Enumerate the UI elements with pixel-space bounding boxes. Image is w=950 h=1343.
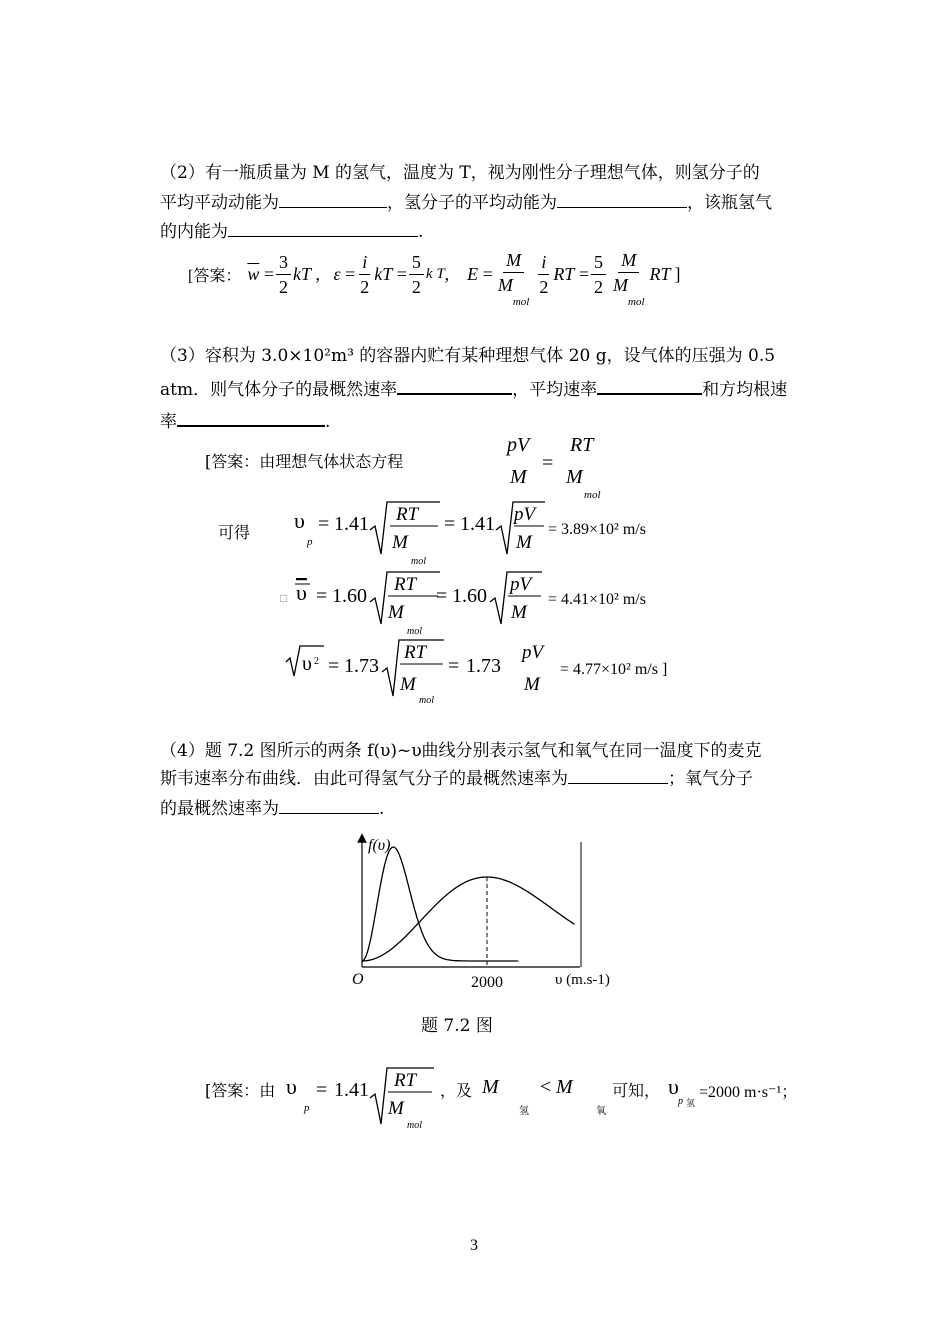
- q2-answer-prefix: [答案：: [188, 267, 242, 285]
- q4-answer-a: [答案：由: [205, 1081, 276, 1100]
- svg-text:1.41: 1.41: [334, 1079, 369, 1101]
- q4-sub-p: p: [678, 1096, 683, 1107]
- q4-line2: [160, 766, 753, 793]
- svg-text:=: =: [316, 1079, 328, 1101]
- svg-text:p: p: [304, 1102, 310, 1114]
- maxwell-chart: [340, 830, 640, 1000]
- q3-c2b: 1.60: [452, 585, 487, 607]
- q2-answer: [答案： $\overline{w}$ = $\frac{3}{2}$ kT , ε = $\frac{i}{2}$ kT = $\frac{5}{2}$ k T , E = $\frac{M}{M_{mol}}$ $\frac{i}{2}$ RT = $\frac{5}{2}$ $\frac{M}{M_{mol}}$ RT ]: [188, 250, 681, 308]
- q3-line1: （3）容积为 3.0×10²m³ 的容器内贮有某种理想气体 20 g，设气体的压强为 0.5: [160, 346, 776, 366]
- q3-c3b: 1.73: [466, 655, 501, 677]
- svg-text:pV: pV: [510, 574, 532, 595]
- x-axis-label: υ (m.s-1): [555, 972, 610, 988]
- q3-formulas: [280, 494, 700, 714]
- q4-answer-c: 可知，: [612, 1081, 661, 1100]
- q3-c3a: 1.73: [344, 655, 379, 677]
- q3-eq-pV: pV: [507, 434, 530, 456]
- q3-line2b: ，平均速率: [512, 380, 598, 400]
- q2-line2: [160, 190, 772, 217]
- q4-sub-h2: 氢: [519, 1106, 529, 1117]
- q2-blank3[interactable]: [228, 219, 418, 237]
- origin-label: O: [352, 971, 364, 988]
- q2-blank2[interactable]: [557, 190, 687, 208]
- page-number: 3: [470, 1237, 478, 1254]
- q3-c1b: 1.41: [460, 513, 495, 535]
- q4-lt: <: [540, 1076, 552, 1098]
- svg-text:2: 2: [314, 656, 319, 667]
- svg-text:M: M: [511, 602, 527, 623]
- q4-blank2[interactable]: [279, 796, 379, 814]
- q4-line2b: ；氧气分子: [668, 769, 753, 789]
- svg-text:=: =: [328, 655, 340, 677]
- curve-oxygen: [362, 847, 518, 961]
- q3-eq-mol: mol: [584, 489, 601, 501]
- q3-line3a: 率: [160, 412, 177, 432]
- svg-text:=: =: [444, 513, 456, 535]
- q2-line1: （2）有一瓶质量为 M 的氢气，温度为 T，视为刚性分子理想气体，则氢分子的: [160, 163, 760, 183]
- svg-text:RT: RT: [394, 1070, 417, 1091]
- q3-v1: = 3.89×10² m/s: [548, 521, 646, 538]
- svg-text:M: M: [388, 602, 404, 623]
- svg-text:RT: RT: [394, 574, 417, 595]
- q4-M-o: M: [556, 1076, 573, 1098]
- svg-text:υ: υ: [286, 1074, 297, 1099]
- svg-text:mol: mol: [407, 1120, 422, 1131]
- q4-answer-b: ，及: [440, 1081, 473, 1100]
- q3-kede: 可得: [218, 523, 251, 542]
- q3-line2a: atm．则气体分子的最概然速率: [160, 380, 398, 400]
- symbol-upsilon: υ: [294, 508, 305, 533]
- q3-line2: [160, 376, 787, 404]
- missing-glyph-box: □: [280, 591, 288, 605]
- svg-text:p: p: [307, 536, 313, 548]
- q3-eq-M: M: [510, 466, 527, 488]
- svg-text:RT: RT: [396, 504, 419, 525]
- svg-text:M: M: [516, 532, 532, 553]
- svg-text:M: M: [400, 674, 416, 695]
- q2-answer-suffix: ]: [674, 263, 681, 284]
- symbol-upsilon-sq: υ: [302, 653, 312, 675]
- y-axis-label: f(υ): [368, 837, 391, 854]
- q3-blank1[interactable]: [397, 376, 512, 395]
- q4-M-h: M: [482, 1076, 499, 1098]
- svg-text:=: =: [448, 655, 460, 677]
- q3-line3b: .: [325, 412, 331, 432]
- q4-sub-p-h2: 氢: [686, 1099, 696, 1109]
- svg-text:pV: pV: [522, 642, 544, 663]
- q3-eq-Mmol: M: [566, 466, 583, 488]
- q3-c1a: 1.41: [334, 513, 369, 535]
- svg-text:M: M: [524, 674, 540, 695]
- q2-line3a: 的内能为: [160, 222, 228, 242]
- q4-line1: （4）题 7.2 图所示的两条 f(υ)~υ曲线分别表示氢气和氧气在同一温度下的麦克: [160, 741, 762, 761]
- q3-eq-equals: =: [542, 452, 554, 474]
- q2-line2c: ，该瓶氢气: [687, 193, 772, 213]
- q4-line2a: 斯韦速率分布曲线．由此可得氢气分子的最概然速率为: [160, 769, 568, 789]
- q3-answer-intro: [答案：由理想气体状态方程: [205, 452, 404, 471]
- svg-text:mol: mol: [411, 556, 426, 567]
- q3-v2: = 4.41×10² m/s: [548, 591, 646, 608]
- q3-line2c: 和方均根速: [702, 380, 788, 400]
- q3-v3: = 4.77×10² m/s ]: [560, 661, 668, 678]
- q2-line3b: .: [418, 222, 424, 242]
- q3-eq-RT: RT: [570, 434, 594, 456]
- svg-text:=: =: [318, 513, 330, 535]
- q4-answer-d: =2000 m·s⁻¹；: [699, 1084, 798, 1101]
- svg-text:M: M: [392, 532, 408, 553]
- svg-text:=: =: [436, 585, 448, 607]
- q3-c2a: 1.60: [332, 585, 367, 607]
- symbol-upsilon-bar: υ: [296, 580, 307, 605]
- q3-line3: [160, 408, 330, 436]
- q2-line2a: 平均平动动能为: [160, 193, 279, 213]
- q4-blank1[interactable]: [568, 766, 668, 784]
- x-tick-label: 2000: [471, 974, 503, 991]
- chart-caption: 题 7.2 图: [421, 1016, 493, 1036]
- q3-blank3[interactable]: [177, 408, 325, 427]
- svg-text:pV: pV: [514, 504, 536, 525]
- svg-text:M: M: [388, 1098, 404, 1119]
- q4-formula: [284, 1058, 444, 1134]
- svg-text:mol: mol: [407, 626, 422, 637]
- q3-blank2[interactable]: [597, 376, 702, 395]
- q4-upsilon: υ: [668, 1074, 679, 1099]
- curve-hydrogen: [362, 877, 575, 961]
- svg-text:=: =: [316, 585, 328, 607]
- q2-line2b: ，氢分子的平均动能为: [387, 193, 557, 213]
- svg-text:RT: RT: [404, 642, 427, 663]
- svg-text:mol: mol: [419, 695, 434, 706]
- q2-line3: [160, 219, 423, 246]
- q4-line3: [160, 796, 384, 823]
- q4-line3a: 的最概然速率为: [160, 799, 279, 819]
- q2-blank1[interactable]: [279, 190, 387, 208]
- q4-sub-o2: 氧: [596, 1106, 606, 1117]
- q4-line3b: .: [379, 799, 385, 819]
